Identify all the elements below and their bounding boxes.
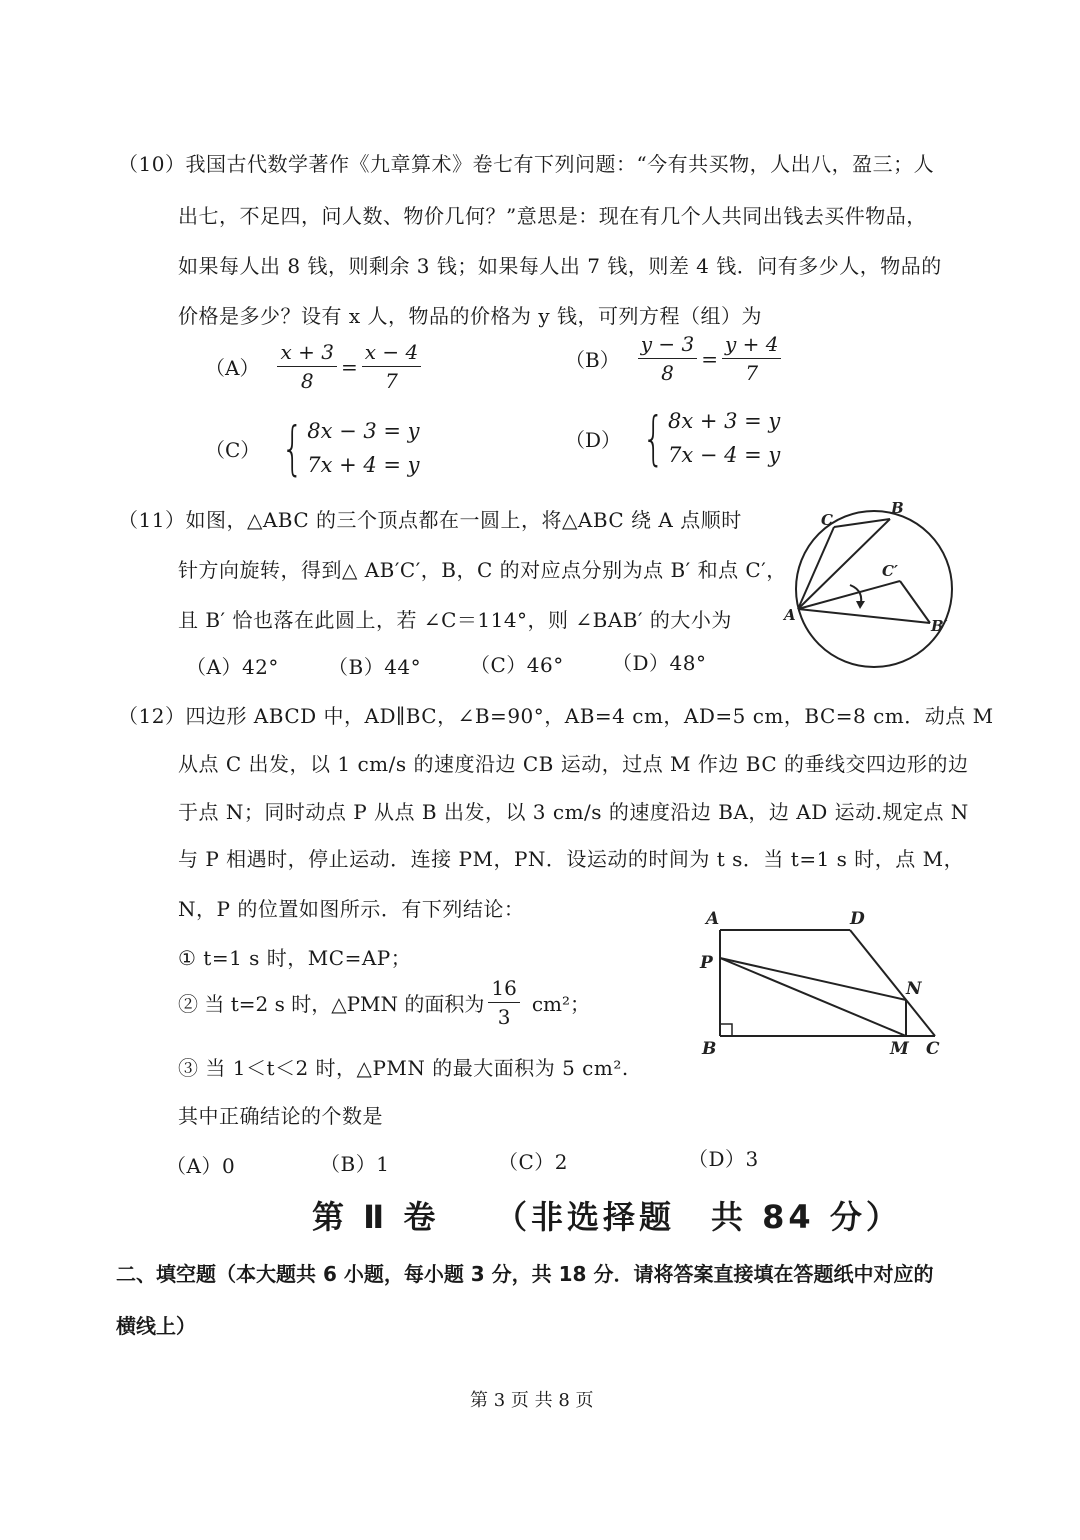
option-label: （C） <box>205 437 261 462</box>
q11-option-b: （B）44° <box>328 655 422 679</box>
page-footer: 第 3 页 共 8 页 <box>470 1390 594 1411</box>
numerator: x − 4 <box>362 340 421 367</box>
equation-row: 7x − 4 = y <box>667 443 781 467</box>
label-c: C <box>821 511 833 529</box>
option-label: （B） <box>565 348 620 372</box>
q10-line-3: 如果每人出 8 钱，则剩余 3 钱；如果每人出 7 钱，则差 4 钱．问有多少人，物品的 <box>178 254 942 278</box>
q12-option-c: （C）2 <box>498 1150 569 1174</box>
q12-option-b: （B）1 <box>320 1152 390 1176</box>
q12-conclusion-1: ① t=1 s 时，MC=AP； <box>178 946 412 970</box>
q11-line-1: （11）如图，△ABC 的三个顶点都在一圆上，将△ABC 绕 A 点顺时 <box>118 508 742 532</box>
label-d: D <box>850 909 865 929</box>
denominator: 8 <box>661 361 674 385</box>
numerator: 16 <box>488 976 519 1003</box>
equation-row: 8x + 3 = y <box>667 409 781 433</box>
segment-ac <box>798 527 834 609</box>
q12-line-4: 与 P 相遇时，停止运动．连接 PM，PN．设运动的时间为 t s．当 t=1 s 时，点 M， <box>178 847 965 871</box>
conclusion-text: ② 当 t=2 s 时，△PMN 的面积为 <box>178 992 485 1016</box>
q10-option-d <box>565 404 780 472</box>
q11-option-a: （A）42° <box>186 655 279 679</box>
q11-option-d: （D）48° <box>612 651 707 675</box>
numerator: y + 4 <box>722 332 782 359</box>
q12-conclusion-2 <box>178 976 590 1029</box>
unit-text: cm²； <box>531 992 591 1016</box>
label-m: M <box>890 1039 909 1059</box>
label-c-prime: C′ <box>882 562 898 580</box>
segment-ab-prime <box>798 609 930 623</box>
denominator: 3 <box>497 1005 511 1029</box>
segment-cb <box>834 519 890 527</box>
fraction <box>362 340 421 393</box>
label-p: P <box>700 953 713 973</box>
q10-option-b <box>565 332 785 385</box>
fraction <box>488 976 519 1029</box>
label-c: C <box>926 1039 940 1059</box>
segment-pm <box>720 958 906 1036</box>
option-label: （A） <box>205 356 260 380</box>
brace: { <box>281 414 304 482</box>
fraction <box>638 332 698 385</box>
denominator: 8 <box>300 369 314 393</box>
q12-line-2: 从点 C 出发，以 1 cm/s 的速度沿边 CB 运动，过点 M 作边 BC 的垂线交四边形的边 <box>178 752 969 776</box>
section-2-line-2: 横线上） <box>116 1314 196 1338</box>
rotation-arrow-icon <box>856 601 865 609</box>
equation-system <box>635 404 780 472</box>
brace: { <box>642 404 665 472</box>
denominator: 7 <box>385 369 398 393</box>
q11-option-c: （C）46° <box>470 653 564 677</box>
q12-line-3: 于点 N；同时动点 P 从点 B 出发，以 3 cm/s 的速度沿边 BA，边 AD 运动.规定点 N <box>178 800 969 824</box>
right-angle-mark <box>720 1024 732 1036</box>
fraction <box>277 340 336 393</box>
equals-sign: = <box>340 354 358 379</box>
q12-conclusion-3: ③ 当 1＜t＜2 时，△PMN 的最大面积为 5 cm². <box>178 1056 629 1080</box>
q11-line-3: 且 B′ 恰也落在此圆上，若 ∠C＝114°，则 ∠BAB′ 的大小为 <box>178 608 732 632</box>
q10-line-1: （10）我国古代数学著作《九章算术》卷七有下列问题：“今有共买物，人出八，盈三；人 <box>118 152 935 176</box>
label-a: A <box>706 909 720 929</box>
q12-option-d: （D）3 <box>688 1147 759 1171</box>
q12-question: 其中正确结论的个数是 <box>178 1104 383 1128</box>
part-heading-right: （非选择题 共 84 分） <box>495 1198 902 1236</box>
section-2-line-1: 二、填空题（本大题共 6 小题，每小题 3 分，共 18 分．请将答案直接填在答题纸中对应的 <box>116 1262 934 1286</box>
label-n: N <box>906 979 922 999</box>
equals-sign: = <box>701 346 718 371</box>
label-a: A <box>784 606 796 624</box>
equation-row: 7x + 4 = y <box>307 453 420 477</box>
q12-option-a: （A）0 <box>166 1154 236 1178</box>
label-b-prime: B′ <box>931 617 948 635</box>
q12-line-5: N，P 的位置如图所示．有下列结论： <box>178 897 525 921</box>
q10-option-a <box>205 340 425 393</box>
q12-line-1: （12）四边形 ABCD 中，AD∥BC，∠B=90°，AB=4 cm，AD=5 cm，BC=8 cm．动点 M <box>118 704 994 728</box>
segment-dc <box>850 930 935 1036</box>
option-label: （D） <box>565 427 622 452</box>
q12-quadrilateral-figure <box>690 900 960 1070</box>
q10-line-2: 出七，不足四，问人数、物价几何？”意思是：现在有几个人共同出钱去买件物品， <box>178 204 927 228</box>
q10-option-c <box>205 414 420 482</box>
equation-row: 8x − 3 = y <box>307 419 420 443</box>
numerator: y − 3 <box>638 332 698 359</box>
label-b: B <box>702 1039 717 1059</box>
label-b: B <box>891 499 904 517</box>
q10-line-4: 价格是多少？设有 x 人，物品的价格为 y 钱，可列方程（组）为 <box>178 304 763 328</box>
denominator: 7 <box>745 361 759 385</box>
part-heading-left: 第 Ⅱ 卷 <box>312 1198 440 1236</box>
segment-c-prime-b-prime <box>900 581 930 623</box>
q11-circle-figure <box>780 495 960 675</box>
numerator: x + 3 <box>277 340 336 367</box>
q11-line-2: 针方向旋转，得到△ AB′C′，B，C 的对应点分别为点 B′ 和点 C′， <box>178 558 787 582</box>
fraction <box>722 332 782 385</box>
equation-system <box>274 414 419 482</box>
